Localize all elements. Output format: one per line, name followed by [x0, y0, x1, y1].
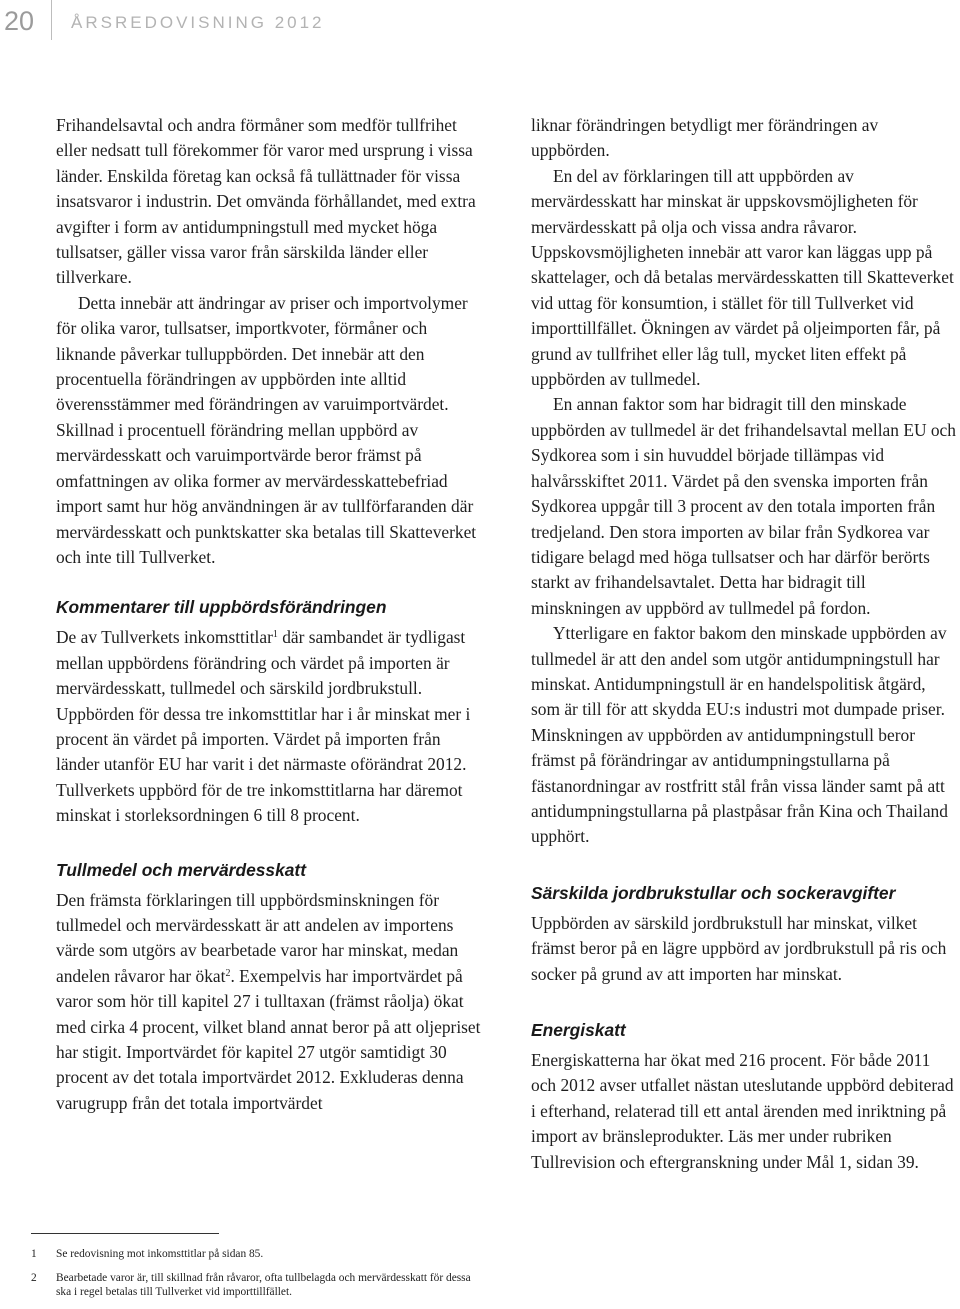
section-heading: Tullmedel och mervärdesskatt	[56, 859, 307, 880]
paragraph: En annan faktor som har bidragit till den minskade uppbörden av tullmedel är det frihandelsavtal mellan EU och Sydkorea som i sin huvuddel började tillämpas vid halvårsskiftet 2011. Värdet på den svenska importen från Sydkorea uppgår till 3 procent av den totala importen från tredjeland. Den stora importen av bilar från Sydkorea var tidigare belagd med höga tullsatser och har därför berörts starkt av frihandelsavtalet. Detta har bidragit till minskningen av uppbörd av tullmedel på fordon.	[531, 394, 956, 618]
page-number: 20	[4, 6, 35, 36]
paragraph: Energiskatterna har ökat med 216 procent. För både 2011 och 2012 avser utfallet nästan uteslutande uppbörd debiterad i efterhand, relaterad till ett antal ärenden med inriktning på import av bränsleprodukter. Läs mer under rubriken Tullrevision och eftergranskning under Mål 1, sidan 39.	[531, 1050, 954, 1172]
footnote-divider	[31, 1233, 219, 1234]
right-column	[531, 113, 957, 1175]
section-heading: Särskilda jordbrukstullar och sockeravgifter	[531, 882, 896, 903]
page-header	[0, 0, 960, 44]
running-title: ÅRSREDOVISNING 2012	[71, 13, 325, 32]
paragraph: liknar förändringen betydligt mer förändringen av uppbörden.	[531, 115, 879, 161]
footnote: 2 Bearbetade varor är, till skillnad från råvaror, ofta tullbelagda och mervärdesskatt för dessa ska i regel betalas till Tullverket vid importtillfället.	[31, 1272, 471, 1298]
paragraph: Frihandelsavtal och andra förmåner som medför tullfrihet eller nedsatt tull förekommer för varor med ursprung i vissa länder. Enskilda företag kan också få tullättnader för vissa insatsvaror i industrin. Det omvända förhållandet, med extra avgifter i form av antidumpningstull med mycket höga tullsatser, gäller vissa varor från särskilda länder eller tillverkare.	[56, 115, 476, 288]
paragraph: Uppbörden av särskild jordbrukstull har minskat, vilket främst beror på en lägre uppbörd av jordbrukstull på ris och socker på grund av att importen har minskat.	[531, 912, 947, 984]
paragraph: Detta innebär att ändringar av priser och importvolymer för olika varor, tullsatser, importkvoter, förmåner och liknande påverkar tulluppbörden. Det innebär att den procentuella förändringen av uppbörden inte alltid överensstämmer med förändringen av varuimportvärdet. Skillnad i procentuell förändring mellan uppbörd av mervärdesskatt och varuimportvärde beror främst på omfattningen av olika former av mervärdesskattebefriad import samt hur hög användningen är av tullförfaranden där mervärdesskatt och punktskatter ska betalas till Skatteverket och inte till Tullverket.	[56, 292, 477, 567]
left-column	[56, 113, 488, 1116]
section-heading: Kommentarer till uppbördsförändringen	[56, 597, 387, 618]
section-heading: Energiskatt	[531, 1020, 626, 1040]
footnote: 1 Se redovisning mot inkomsttitlar på sidan 85.	[31, 1248, 264, 1260]
paragraph: De av Tullverkets inkomsttitlar$^1$ där sambandet är tydligast mellan uppbördens förändring och värdet på importen är mervärdesskatt, tullmedel och särskild jordbrukstull. Uppbörden för dessa tre inkomsttitlar har i år minskat mer i procent än värdet på importen. Värdet på importen från länder utanför EU har varit i det närmaste oförändrat 2012. Tullverkets uppbörd för de tre inkomsttitlarna har däremot minskat i storleksordningen 6 till 8 procent.	[56, 627, 471, 826]
footnote-ref: 1	[272, 629, 278, 641]
footnote-ref: 2	[225, 967, 231, 979]
header-divider	[51, 0, 52, 40]
paragraph: Den främsta förklaringen till uppbördsminskningen för tullmedel och mervärdesskatt är att andelen av importens värde som utgörs av bearbetade varor har minskat, medan andelen råvaror har ökat$^2$. Exempelvis har importvärdet på varor som hör till kapitel 27 i tulltaxan (främst råolja) ökat med cirka 4 procent, vilket bland annat beror på att oljepriset har stigit. Importvärdet för kapitel 27 utgör samtidigt 30 procent av det totala importvärdet 2012. Exkluderas denna varugrupp från det totala importvärdet	[56, 889, 481, 1113]
footnotes	[31, 1233, 471, 1309]
paragraph: Ytterligare en faktor bakom den minskade uppbörden av tullmedel är att den andel som utgör antidumpningstull har minskat. Antidumpningstull är en handelspolitisk åtgärd, som är till för att skydda EU:s industri mot dumpade priser. Minskningen av uppbörden av antidumpningstull beror främst på förändringar av antidumpningstullarna på fästanordningar av rostfritt stål från vissa länder samt på att antidumpningstullarna på plastpåsar från Kina och Thailand upphört.	[531, 623, 948, 847]
paragraph: En del av förklaringen till att uppbörden av mervärdesskatt har minskat är uppskovsmöjligheten för mervärdesskatt på olja och vissa andra råvaror. Uppskovsmöjligheten innebär att varor kan läggas upp på skattelager, och då betalas mervärdesskatten till Skatteverket vid uttag för konsumtion, i stället för till Tullverket vid importtillfället. Ökningen av värdet på oljeimporten får, på grund av tullfrihet eller låg tull, mycket liten effekt på uppbörden av tullmedel.	[531, 165, 954, 390]
